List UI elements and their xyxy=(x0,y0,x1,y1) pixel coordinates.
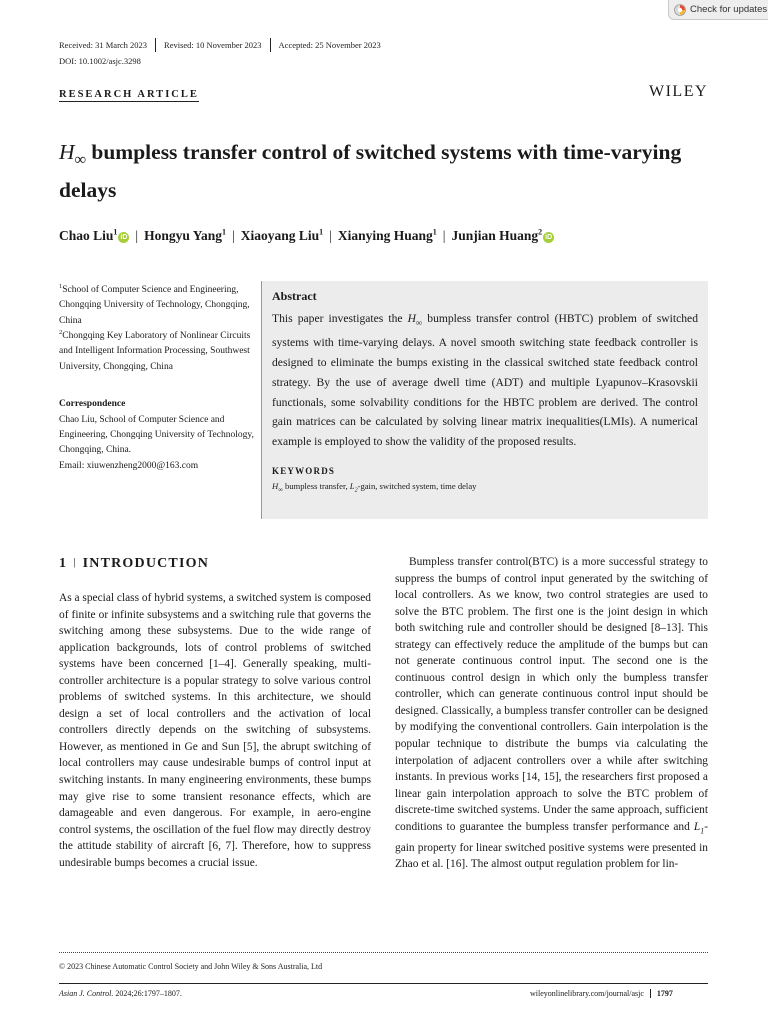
orcid-icon[interactable]: iD xyxy=(545,233,553,241)
keywords-heading: KEYWORDS xyxy=(272,465,336,476)
body-column-left: As a special class of hybrid systems, a switched system is composed of finite or infinite subsystems and a switching rule that governs the switching among these subsystems. Due to the wide range of application backgrounds, lots of control problems of switched systems have been concerned [1–4]. Generally speaking, multi-controller architecture is a popular strategy to solve various control problems of switched systems. In this architecture, we should design a set of local controllers and the activation of local controllers directly depends on the switching of subsystems. However, as mentioned in Ge and Sun [5], the abrupt switching of local controllers may cause undesirable bumps of control input at switching instants. In many engineering environments, these bumps may give rise to some transient resonance effects, which are damageable and even dangerous. For example, in aero-engine control systems, the oscillation of the fuel flow may directly destroy the attitude stability of aircraft [6, 7]. Therefore, how to suppress undesirable bumps becomes a crucial issue. xyxy=(59,592,371,869)
email-link[interactable]: Email: xiuwenzheng2000@163.com xyxy=(59,460,199,471)
publisher-logo: WILEY xyxy=(649,83,709,100)
revised-date: Revised: 10 November 2023 xyxy=(164,40,262,50)
check-updates-icon xyxy=(674,4,686,16)
journal-url[interactable]: wileyonlinelibrary.com/journal/asjc xyxy=(530,989,644,998)
footer-rule xyxy=(59,983,708,984)
footnote-divider xyxy=(59,952,708,953)
footer-right xyxy=(530,989,673,998)
received-date: Received: 31 March 2023 xyxy=(59,40,148,50)
section-heading: 1 | INTRODUCTION xyxy=(59,556,210,571)
keywords-list: $H_\infty$ bumpless transfer, $L_2$-gain, switched system, time delay xyxy=(272,480,477,494)
author[interactable]: Hongyu Yang$^1$ xyxy=(144,227,227,243)
author[interactable]: Junjian Huang$^2$iD xyxy=(451,227,553,243)
affiliation-2: $^2$Chongqing Key Laboratory of Nonlinear Circuits and Intelligent Information Processing, Southwest University, Chongqing, China xyxy=(59,329,251,372)
journal-citation: Asian J. Control. 2024;26:1797–1807. xyxy=(59,989,182,998)
orcid-icon[interactable]: iD xyxy=(120,233,128,241)
article-type: RESEARCH ARTICLE xyxy=(59,89,199,100)
check-for-updates-button[interactable] xyxy=(668,0,768,20)
title-math: $H_\infty$ xyxy=(59,140,87,169)
abstract-text: This paper investigates the $H_\infty$ bumpless transfer control (HBTC) problem of switched systems with time-varying delays. A novel smooth switching state feedback controller is designed to eliminate the bumps existing in the classical switched state feedback control strategy. By the use of average dwell time (ADT) and multiple Lyapunov–Krasovskii functionals, some solvability conditions for the HBTC problem are derived. The control gain matrices can be calculated by solving linear matrix inequalities(LMIs). A numerical example is employed to show the validity of the proposed results. xyxy=(272,312,698,449)
title-text: bumpless transfer control of switched systems with time-varying delays xyxy=(59,140,682,203)
body-column-right: Bumpless transfer control(BTC) is a more successful strategy to suppress the bumps of control input generated by the switching of local controllers. As we know, two control strategies are used to solve the BTC problem. The first one is the joint design in which both switching rule and controller should be designed [8–13]. This strategy can effectively reduce the amplitude of the bumps but can not generate continuous control input. The second one is the continuous control design in which only the bumpless transfer controller, which can generate continuous control input should be designed. Classically, a bumpless transfer controller can be designed by modifying the conventional controllers. Gain interpolation is the popular technique to distribute the bumps via calculating the interpolation of adjacent controllers over a while after switching instants. In previous works [14, 15], the researchers first proposed a linear gain interpolation approach to solve the BTC problem of discrete-time switched systems. Under the same approach, sufficient conditions to guarantee the bumpless transfer performance and $L_1$-gain property for linear switched positive systems were presented in Zhao et al. [16]. The almost output regulation problem for lin- xyxy=(395,556,708,871)
affiliation-1: $^1$School of Computer Science and Engineering, Chongqing University of Technology, Chongqing, China xyxy=(59,283,250,326)
correspondence-text: Chao Liu, School of Computer Science and Engineering, Chongqing University of Technology, Chongqing, China. Email: xiuwenzheng2000@163.com xyxy=(59,415,254,471)
check-updates-label: Check for updates xyxy=(690,4,768,15)
abstract-heading: Abstract xyxy=(272,289,317,303)
author[interactable]: Chao Liu$^1$iD xyxy=(59,227,128,243)
correspondence-heading: Correspondence xyxy=(59,399,126,409)
page-number: 1797 xyxy=(650,989,673,998)
paper-title xyxy=(59,137,699,206)
submission-dates xyxy=(59,38,389,52)
accepted-date: Accepted: 25 November 2023 xyxy=(278,40,381,50)
author[interactable]: Xiaoyang Liu$^1$ xyxy=(240,227,324,243)
doi[interactable]: DOI: 10.1002/asjc.3298 xyxy=(59,56,141,66)
copyright: © 2023 Chinese Automatic Control Society and John Wiley & Sons Australia, Ltd xyxy=(59,962,323,971)
author-list: Chao Liu$^1$iD | Hongyu Yang$^1$ | Xiaoyang Liu$^1$ | Xianying Huang$^1$ | Junjian Huang$^2$iD xyxy=(59,227,553,243)
author[interactable]: Xianying Huang$^1$ xyxy=(337,227,437,243)
abstract-box xyxy=(261,281,708,519)
